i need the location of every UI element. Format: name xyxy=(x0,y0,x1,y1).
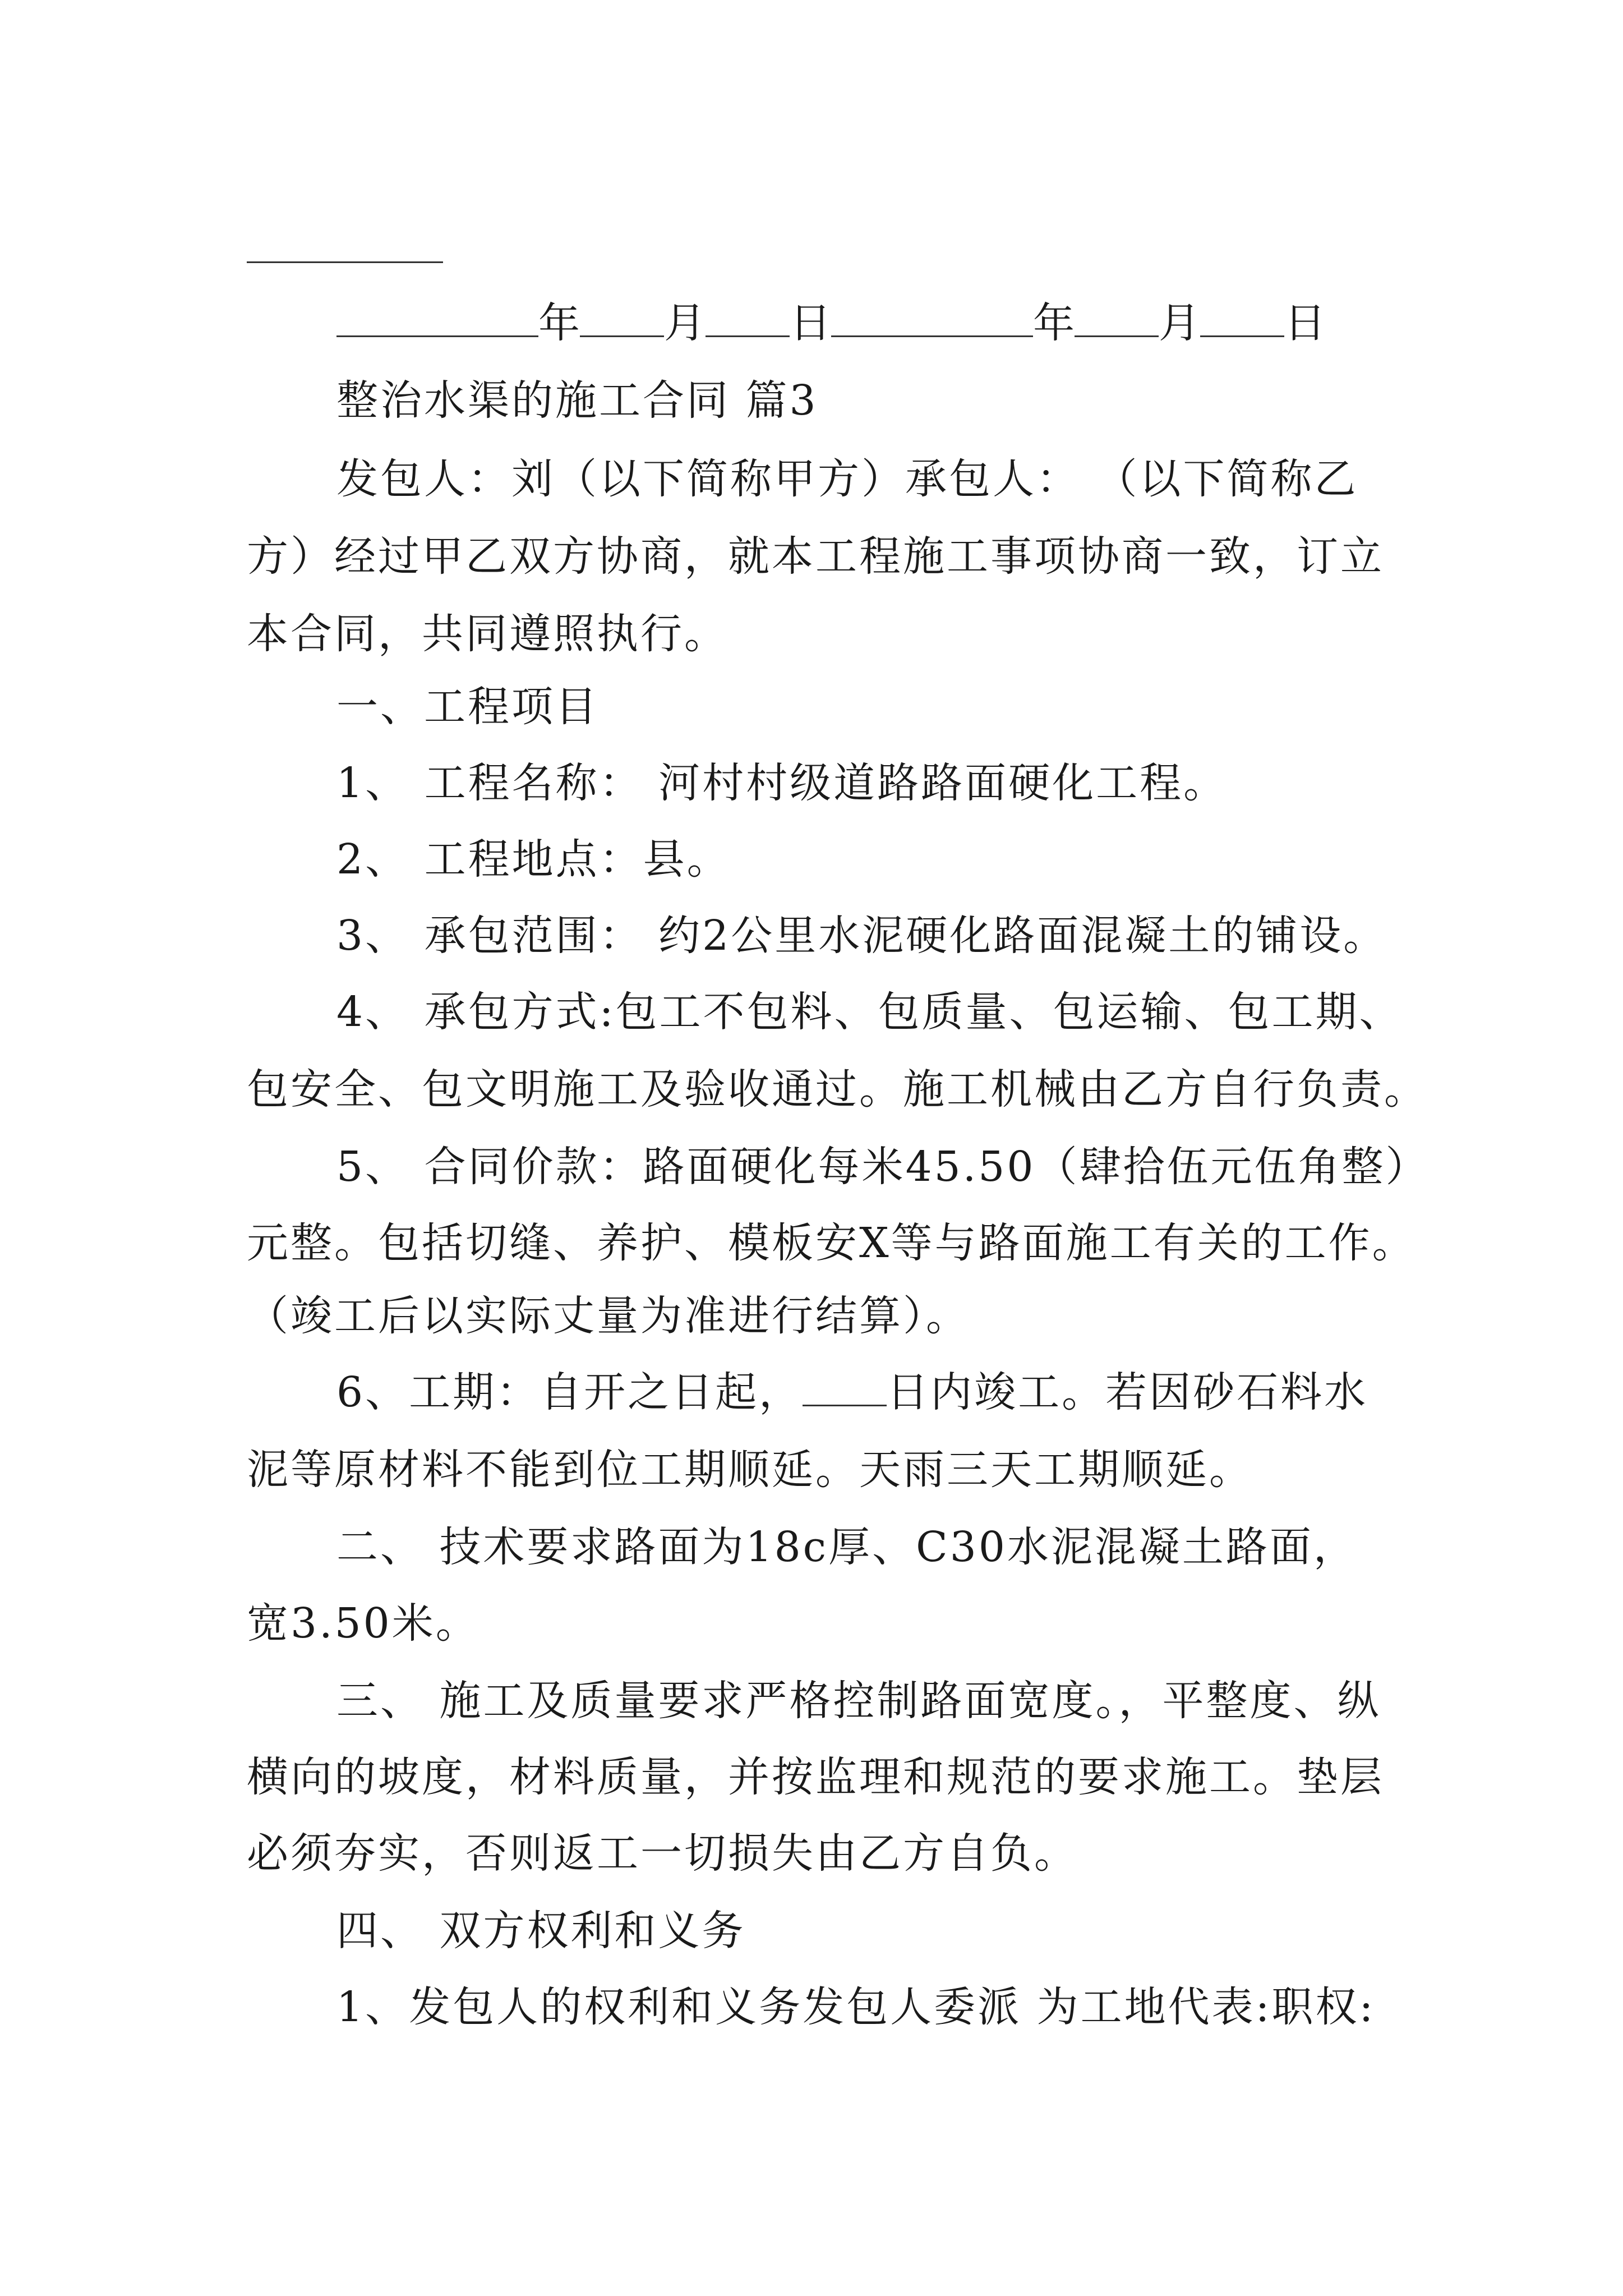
day-blank-1 xyxy=(706,296,790,337)
year-blank-2 xyxy=(831,296,1033,337)
year-label-1: 年 xyxy=(538,299,580,347)
section-4-item-1: 1、发包人的权利和义务发包人委派 为工地代表:职权: xyxy=(336,1983,1376,2031)
item-4-line-2: 包安全、包文明施工及验收通过。施工机械由乙方自行负责。 xyxy=(247,1065,1428,1114)
item-6-part-b: 日内竣工。若因砂石料水 xyxy=(887,1368,1368,1416)
item-5-line-1: 5、 合同价款：路面硬化每米45.50（肆拾伍元伍角整） xyxy=(336,1143,1430,1191)
date-row xyxy=(336,296,1326,349)
contract-title: 整治水渠的施工合同 篇3 xyxy=(336,376,818,425)
item-6-line-1 xyxy=(336,1366,1402,1418)
month-label-1: 月 xyxy=(664,299,706,347)
section-2-line-2: 宽3.50米。 xyxy=(247,1599,479,1648)
day-label-2: 日 xyxy=(1284,299,1326,347)
year-label-2: 年 xyxy=(1033,299,1075,347)
year-blank-1 xyxy=(336,296,538,337)
section-3-line-1: 三、 施工及质量要求严格控制路面宽度。，平整度、纵 xyxy=(336,1677,1381,1725)
section-4-heading: 四、 双方权利和义务 xyxy=(336,1907,746,1955)
month-label-2: 月 xyxy=(1159,299,1200,347)
section-3-line-3: 必须夯实，否则返工一切损失由乙方自负。 xyxy=(247,1829,1078,1878)
month-blank-2 xyxy=(1075,296,1159,337)
day-blank-2 xyxy=(1200,296,1284,337)
item-1: 1、 工程名称： 河村村级道路路面硬化工程。 xyxy=(336,759,1228,807)
intro-line-3: 本合同，共同遵照执行。 xyxy=(247,610,728,658)
item-5-line-2: 元整。包括切缝、养护、模板安X等与路面施工有关的工作。 xyxy=(247,1219,1416,1267)
section-2-line-1: 二、 技术要求路面为18c厚、C30水泥混凝土路面， xyxy=(336,1523,1357,1571)
item-5-line-3: （竣工后以实际丈量为准进行结算）。 xyxy=(247,1292,970,1340)
days-blank xyxy=(803,1371,887,1406)
item-6-part-a: 6、工期：自开之日起， xyxy=(336,1368,803,1416)
item-6-line-2: 泥等原材料不能到位工期顺延。天雨三天工期顺延。 xyxy=(247,1446,1253,1494)
section-3-line-2: 横向的坡度，材料质量，并按监理和规范的要求施工。垫层 xyxy=(247,1753,1384,1801)
section-1-heading: 一、工程项目 xyxy=(336,683,599,731)
item-4-line-1: 4、 承包方式:包工不包料、包质量、包运输、包工期、 xyxy=(336,988,1403,1036)
intro-line-1: 发包人：刘（以下简称甲方）承包人： （以下简称乙 xyxy=(336,455,1358,503)
day-label-1: 日 xyxy=(790,299,831,347)
signature-rule xyxy=(247,261,443,263)
item-3: 3、 承包范围： 约2公里水泥硬化路面混凝土的铺设。 xyxy=(336,912,1387,960)
intro-line-2: 方）经过甲乙双方协商，就本工程施工事项协商一致，订立 xyxy=(247,532,1384,581)
month-blank-1 xyxy=(580,296,664,337)
item-2: 2、 工程地点：县。 xyxy=(336,835,731,884)
